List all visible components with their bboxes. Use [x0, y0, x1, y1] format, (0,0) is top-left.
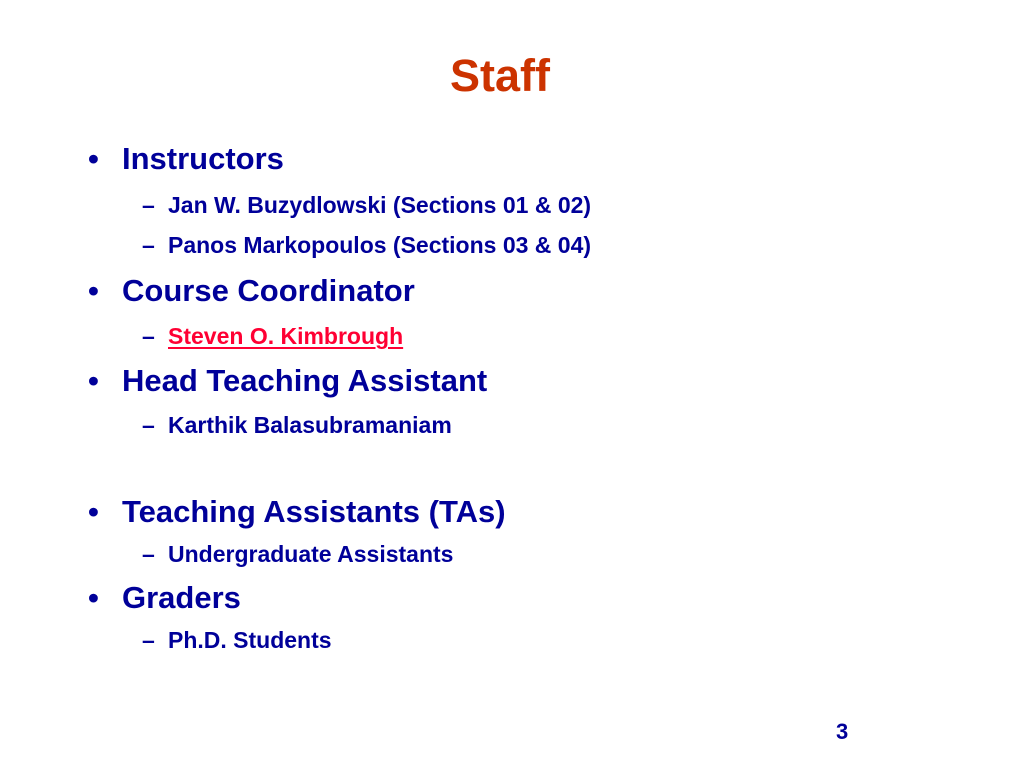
bullet-icon: • [88, 141, 99, 176]
bullet-icon: • [88, 494, 99, 529]
sub-item-text: Karthik Balasubramaniam [168, 412, 452, 438]
bullet-heading: Head Teaching Assistant [122, 363, 488, 398]
sub-item [142, 626, 332, 654]
sub-item [142, 231, 591, 259]
bullet-heading: Graders [122, 580, 241, 615]
sub-item-text: Panos Markopoulos (Sections 03 & 04) [168, 232, 592, 258]
sub-item-text: Ph.D. Students [168, 627, 332, 653]
slide-title: Staff [450, 50, 550, 101]
sub-item [142, 322, 403, 350]
sub-item [142, 191, 591, 219]
sub-item-text: Undergraduate Assistants [168, 541, 454, 567]
bullet-item-graders [88, 580, 241, 616]
sub-item [142, 540, 453, 568]
bullet-heading: Course Coordinator [122, 273, 415, 308]
bullet-item-teaching-assistants [88, 494, 506, 530]
dash-icon: – [142, 412, 155, 438]
dash-icon: – [142, 232, 155, 258]
bullet-item-instructors [88, 141, 284, 177]
dash-icon: – [142, 192, 155, 218]
coordinator-link[interactable]: Steven O. Kimbrough [168, 323, 404, 349]
dash-icon: – [142, 627, 155, 653]
bullet-item-head-ta [88, 363, 487, 399]
sub-item [142, 411, 452, 439]
bullet-icon: • [88, 363, 99, 398]
bullet-heading: Teaching Assistants (TAs) [122, 494, 506, 529]
dash-icon: – [142, 323, 155, 349]
sub-item-text: Jan W. Buzydlowski (Sections 01 & 02) [168, 192, 592, 218]
bullet-icon: • [88, 273, 99, 308]
bullet-icon: • [88, 580, 99, 615]
bullet-heading: Instructors [122, 141, 284, 176]
page-number: 3 [836, 719, 849, 744]
bullet-item-course-coordinator [88, 273, 415, 309]
dash-icon: – [142, 541, 155, 567]
